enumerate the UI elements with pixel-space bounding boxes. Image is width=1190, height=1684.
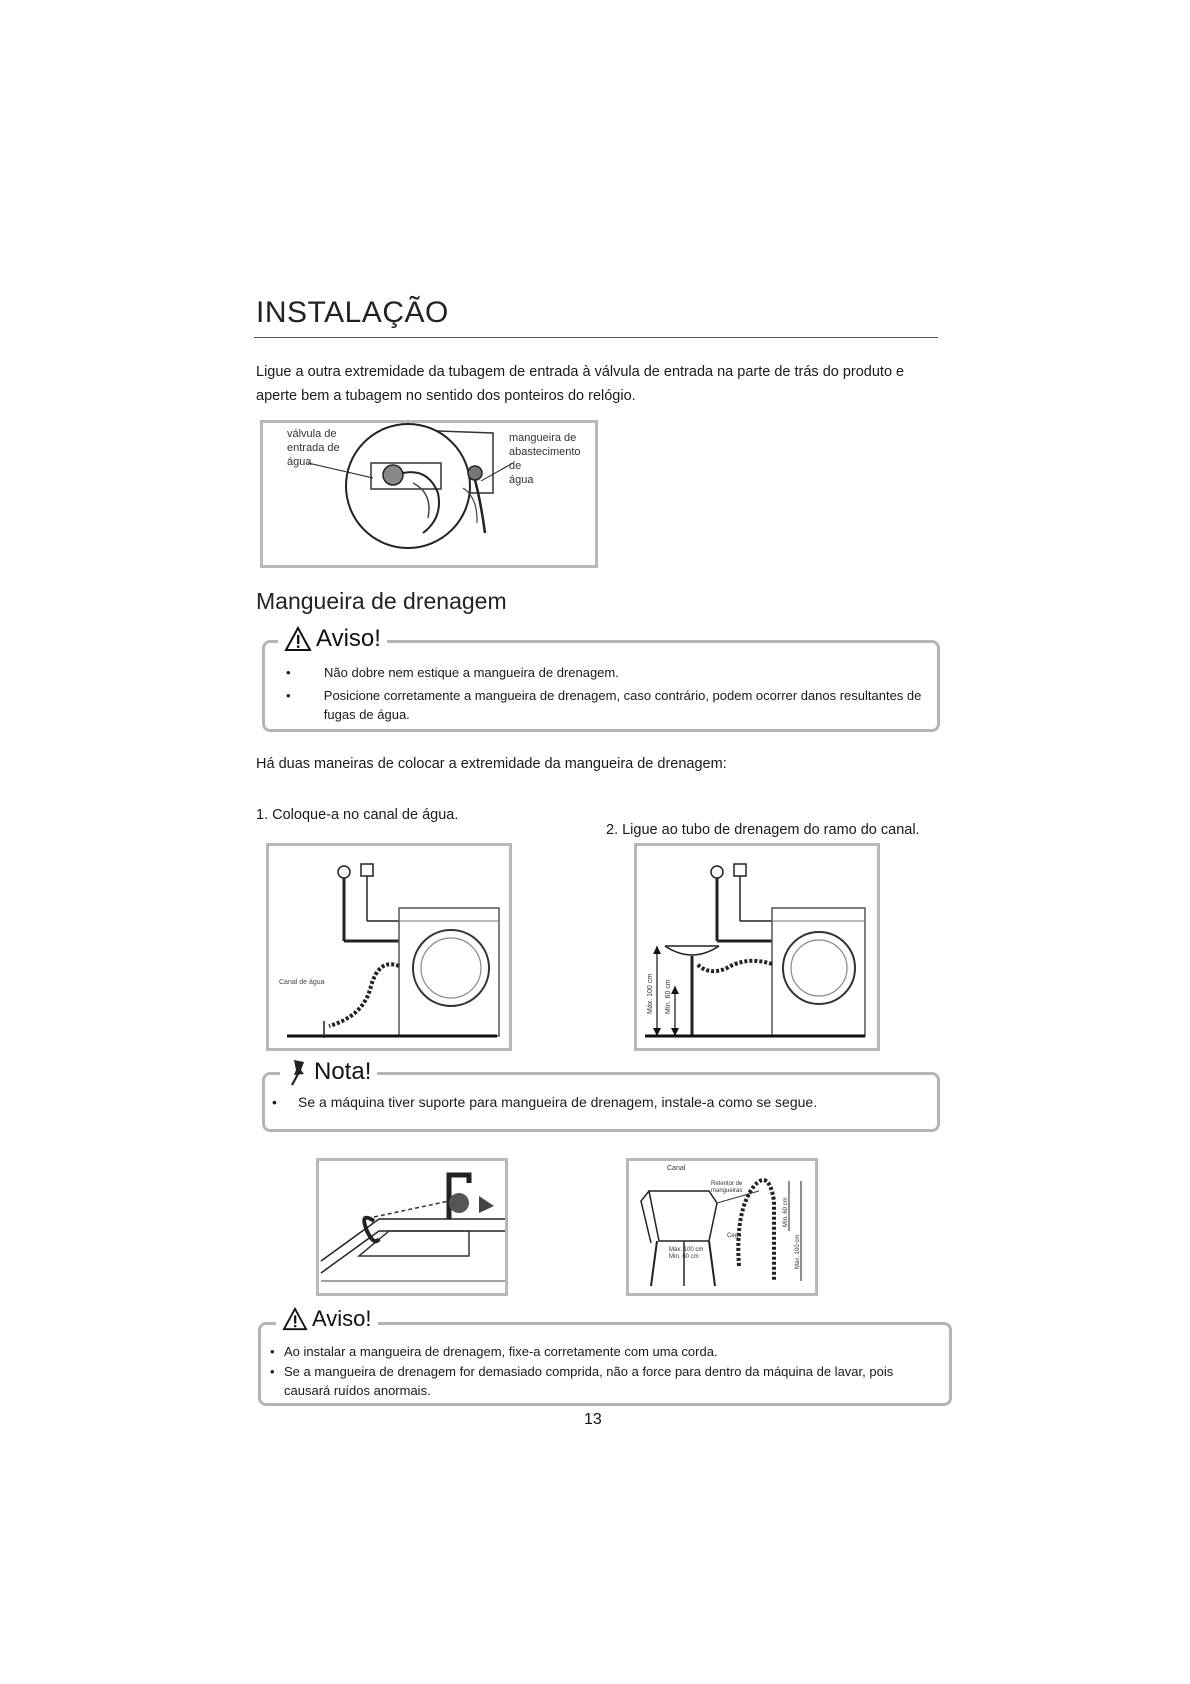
- drain-pipe-illustration: [637, 846, 877, 1048]
- warning-list-2: [266, 1342, 946, 1400]
- note-header: [280, 1058, 377, 1086]
- supply-hose-label: mangueira de abastecimento de água: [509, 432, 581, 486]
- drain-hose-heading: Mangueira de drenagem: [256, 588, 507, 614]
- tub-cego-label: Cego: [727, 1233, 742, 1239]
- drain-pipe-figure: [634, 843, 880, 1051]
- inlet-valve-figure: [260, 420, 598, 568]
- tub-canal-label: Canal: [667, 1165, 686, 1172]
- page-title: INSTALAÇÃO: [256, 296, 449, 329]
- page-number: 13: [584, 1411, 602, 1428]
- note-title: Nota!: [314, 1058, 372, 1085]
- drain-channel-figure: [266, 843, 512, 1051]
- tub-max-vertical-label: Máx. 100 cm: [795, 1234, 801, 1269]
- sink-hose-illustration: [319, 1161, 505, 1293]
- min-height-label: Mín. 60 cm: [665, 979, 672, 1014]
- option-2-label: 2. Ligue ao tubo de drenagem do ramo do canal.: [606, 822, 920, 838]
- warning-header-2: [276, 1306, 378, 1332]
- drain-channel-illustration: [269, 846, 509, 1048]
- tub-dimension-labels: Máx. 100 cm Mín. 60 cm: [669, 1247, 704, 1260]
- ways-paragraph: Há duas maneiras de colocar a extremidade da mangueira de drenagem:: [256, 756, 727, 772]
- warning-list-1: [268, 663, 938, 724]
- warning-header-1: [278, 625, 387, 653]
- water-channel-label: Canal de água: [279, 979, 325, 986]
- warning-triangle-icon: [284, 626, 312, 652]
- max-height-label: Máx. 100 cm: [647, 973, 654, 1014]
- pushpin-icon: [286, 1058, 310, 1086]
- hose-retainer-label: Retentor de mangueiras: [711, 1181, 743, 1194]
- tub-min-vertical-label: Mín. 60 cm: [783, 1197, 789, 1227]
- title-divider: [254, 337, 938, 338]
- note-item: • Se a máquina tiver suporte para mangueira de drenagem, instale-a como se segue.: [272, 1094, 818, 1110]
- intro-paragraph: Ligue a outra extremidade da tubagem de entrada à válvula de entrada na parte de trás do produto e aperte bem a tubagem no sentido dos ponteiros do relógio.: [256, 364, 905, 404]
- warning-item: • Não dobre nem estique a mangueira de drenagem.: [286, 665, 619, 680]
- option-1-label: 1. Coloque-a no canal de água.: [256, 807, 459, 823]
- warning-item: • Se a mangueira de drenagem for demasiado comprida, não a force para dentro da máquina de lavar, pois causará ruídos anormais.: [270, 1364, 894, 1398]
- tub-hose-figure: [626, 1158, 818, 1296]
- warning-item: • Posicione corretamente a mangueira de drenagem, caso contrário, podem ocorrer danos resultantes de fugas de água.: [286, 688, 922, 722]
- sink-hose-figure: [316, 1158, 508, 1296]
- warning-item: • Ao instalar a mangueira de drenagem, fixe-a corretamente com uma corda.: [270, 1344, 718, 1359]
- warning-title-2: Aviso!: [312, 1306, 372, 1331]
- warning-title-1: Aviso!: [316, 625, 381, 652]
- inlet-valve-label: válvula de entrada de água: [287, 428, 340, 468]
- note-list: [262, 1093, 932, 1112]
- warning-triangle-icon: [282, 1307, 308, 1331]
